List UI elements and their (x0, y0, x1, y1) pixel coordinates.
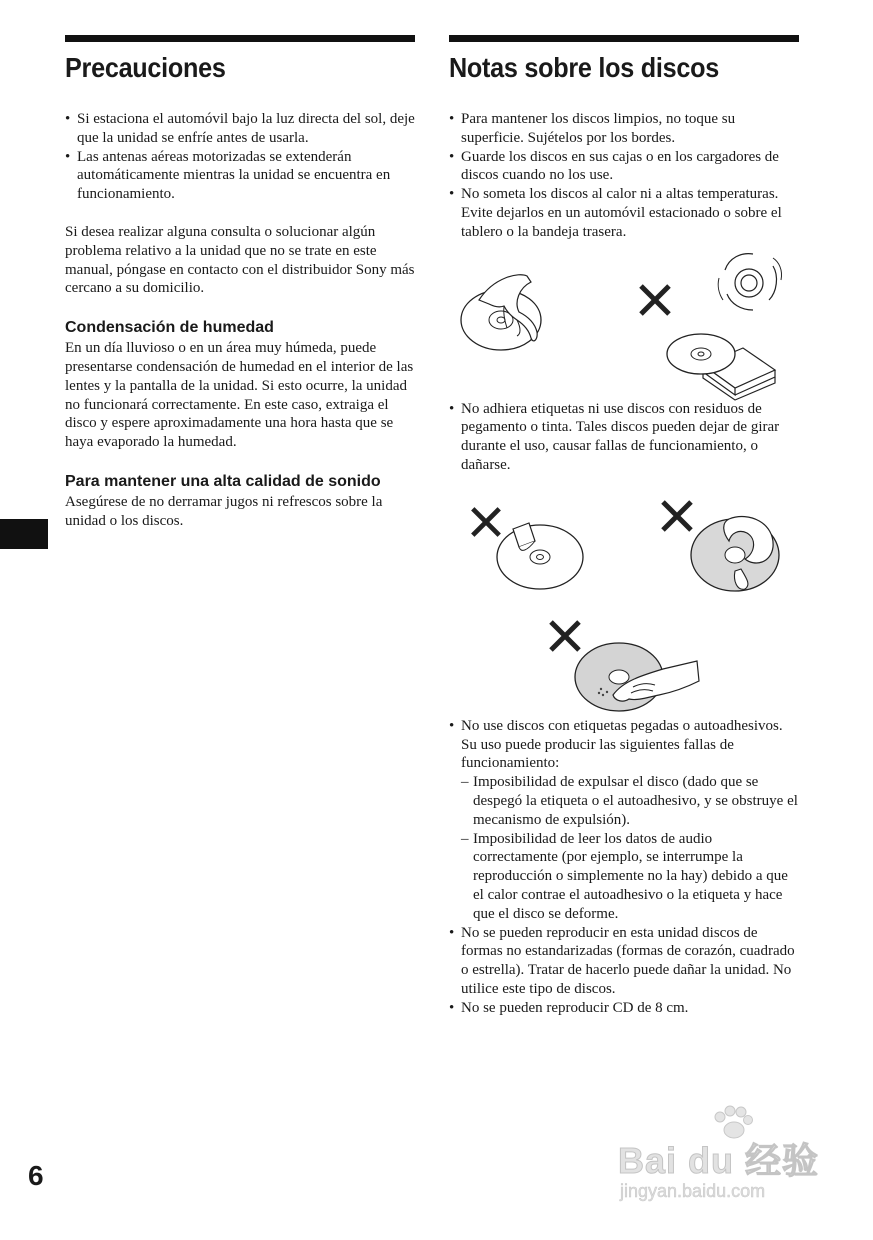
watermark (612, 1105, 827, 1205)
list-item: • Guarde los discos en sus cajas o en los cargadores de discos cuando no los use. (449, 148, 799, 186)
right-column (449, 35, 799, 1018)
watermark-url: jingyan.baidu.com (620, 1181, 766, 1201)
disc-with-sticker-illustration (689, 509, 781, 595)
title-rule (449, 35, 799, 42)
disc-with-label-illustration (495, 515, 585, 595)
condensation-heading: Condensación de humedad (65, 319, 274, 337)
list-item: – Imposibilidad de expulsar el disco (dado que se despegó la etiqueta o el autoadhesivo, y se obstruye el mecanismo de expulsión). (461, 773, 799, 829)
notas-title: Notas sobre los discos (449, 52, 719, 83)
list-item: • No adhiera etiquetas ni use discos con residuos de pegamento o tinta. Tales discos pueden dejar de girar durante el uso, causar fallas de funcionamiento, o dañarse. (449, 400, 799, 475)
sound-quality-text: Asegúrese de no derramar jugos ni refrescos sobre la unidad o los discos. (65, 493, 383, 529)
label-warning-list (449, 400, 799, 475)
support-paragraph: Si desea realizar alguna consulta o solucionar algún problema relativo a la unidad que no se trate en este manual, póngase en contacto con el distribuidor Sony más cercano a su domicilio. (65, 223, 415, 297)
precauciones-list (65, 110, 415, 204)
list-item: • Las antenas aéreas motorizadas se extenderán automáticamente mientras la unidad se encuentra en funcionamiento. (65, 148, 415, 204)
precauciones-title: Precauciones (65, 52, 226, 83)
sticker-warning-text: No use discos con etiquetas pegadas o autoadhesivos. (461, 717, 783, 734)
title-rule (65, 35, 415, 42)
list-item: – Imposibilidad de leer los datos de audio correctamente (por ejemplo, se interrumpe la reproducción o simplemente no la hay) debido a que el calor contrae el autoadhesivo o la etiqueta y hace que el disco se deforme. (461, 830, 799, 924)
figure-labels-stickers (449, 475, 799, 717)
hand-holding-disc-illustration (459, 272, 559, 362)
consequences-list (461, 773, 799, 923)
watermark-brand: Bai du 经验 (618, 1140, 820, 1181)
sound-quality-heading: Para mantener una alta calidad de sonido (65, 472, 381, 490)
section-tab-marker (0, 519, 48, 549)
list-item: • No se pueden reproducir en esta unidad discos de formas no estandarizadas (formas de corazón, cuadrado o estrella). Tratar de hacerlo puede dañar la unidad. No utilice este tipo de discos. (449, 924, 799, 999)
list-item: • Para mantener los discos limpios, no toque su superficie. Sujételos por los bordes. (449, 110, 799, 148)
sun-heat-icon (711, 250, 791, 320)
list-item: • Si estaciona el automóvil bajo la luz directa del sol, deje que la unidad se enfríe antes de usarla. (65, 110, 415, 148)
page-number: 6 (28, 1160, 44, 1191)
list-item: • No someta los discos al calor ni a altas temperaturas. Evite dejarlos en un automóvil estacionado o sobre el tablero o la bandeja trasera. (449, 185, 799, 241)
condensation-text: En un día lluvioso o en un área muy húmeda, puede presentarse condensación de humedad en el interior de las lentes y la pantalla de la unidad. Si esto ocurre, la unidad no funcionará correctamente. En este caso, extraiga el disco y espere aproximadamente una hora hasta que se haya evaporado la humedad. (65, 340, 414, 451)
sticker-warning-list (449, 717, 799, 1018)
disc-care-list (449, 110, 799, 242)
list-item (449, 717, 799, 924)
sticker-consequences-intro: Su uso puede producir las siguientes fallas de funcionamiento: (461, 736, 734, 772)
figure-handling-heat (449, 242, 799, 400)
disc-on-cases-illustration (663, 320, 783, 400)
disc-with-residue-illustration (573, 637, 703, 717)
prohibited-x-icon (637, 282, 673, 318)
list-item: • No se pueden reproducir CD de 8 cm. (449, 999, 799, 1018)
left-column (65, 35, 415, 531)
